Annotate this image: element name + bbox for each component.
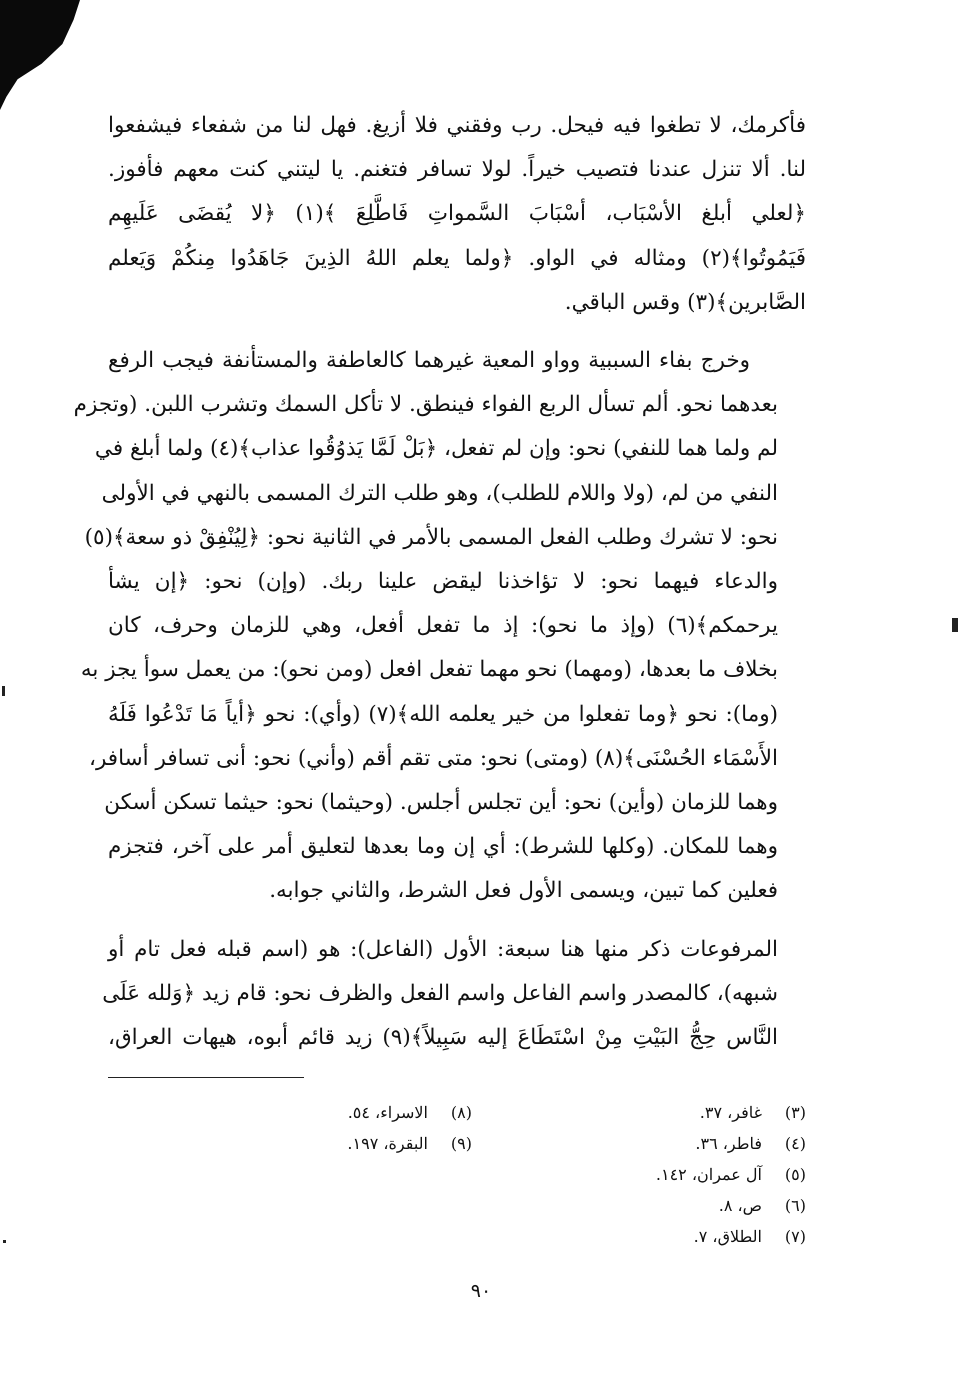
footnote — [272, 1128, 472, 1159]
footnotes-left-column — [272, 1097, 472, 1159]
text-line: وهما للمكان. (وكلها للشرط): أي إن وما بعدها لتعليق أمر على آخر، فتجزم — [108, 834, 778, 860]
text-line: نحو: لا تشرك وطلب الفعل المسمى بالأمر في الثانية نحو: ﴿لِيُنْفِقْ ذو سعة﴾(٥) — [84, 524, 778, 550]
footnote — [566, 1221, 806, 1252]
footnote-text: آل عمران، ١٤٢. — [655, 1165, 762, 1184]
footnote-number: (٣) — [784, 1103, 806, 1122]
text-line: فأكرمك، لا تطغوا فيه فيحل. رب وفقني فلا أزيغ. فهل لنا من شفعاء فيشفعوا — [108, 113, 806, 138]
footnote — [566, 1128, 806, 1159]
page-body — [73, 104, 807, 1074]
text-line: (وما): نحو ﴿وما تفعلوا من خير يعلمه الله﴾(٧) (وأي): نحو ﴿أياً مَا تَدْعُوا فَلَهُ — [108, 701, 778, 727]
footnote-number: (٩) — [450, 1134, 472, 1153]
footnote — [566, 1159, 806, 1190]
text-line: بخلاف ما بعدها، (ومهما) نحو مهما تفعل افعل (ومن نحو): من يعمل سوأ يجز به — [80, 657, 778, 683]
scan-artifact-mark — [952, 618, 958, 632]
footnotes-right-column — [566, 1097, 806, 1252]
scan-artifact-mark — [3, 1240, 6, 1243]
scan-artifact-mark — [2, 686, 5, 696]
scan-artifact-blot — [0, 0, 80, 110]
text-line: شبهه)، كالمصدر واسم الفاعل واسم الفعل والظرف نحو: قام زيد ﴿وَلله عَلَى — [102, 980, 778, 1006]
text-line: والدعاء فيهما نحو: لا تؤاخذنا ليقض علينا ربك. (وإن) نحو: ﴿إن يشأ — [108, 569, 778, 595]
paragraph-1 — [108, 104, 806, 325]
text-line: الأَسْمَاء الحُسْنَى﴾(٨) (ومتى) نحو: متى تقم أقم (وأني) نحو: أنى تسافر أسافر، — [89, 745, 778, 771]
footnote-text: ص، ٨. — [718, 1196, 762, 1215]
text-line: بعدهما نحو. ألم تسأل الربع الفواء فينطق. لا تأكل السمك وتشرب اللبن. (وتجزم — [73, 392, 778, 418]
text-line: الصَّابرين﴾(٣) وقس الباقي. — [564, 289, 806, 315]
footnote-text: فاطر، ٣٦. — [695, 1134, 762, 1153]
text-line: لنا. ألا تنزل عندنا فتصيب خيراً. لولا تسافر فتغنم. يا ليتني كنت معهم فأفوز. — [108, 157, 807, 183]
text-line: وخرج بفاء السببية وواو المعية غيرهما كالعاطفة والمستأنفة فيجب الرفع — [108, 348, 750, 374]
footnote-number: (٤) — [784, 1134, 806, 1153]
text-line: النَّاس حِجُّ البَيْتِ مِنْ اسْتَطَاعَ إليه سَبِيلاً﴾(٩) زيد قائم أبوه، هيهات العراق، — [108, 1025, 779, 1051]
text-line: فعلين كما تبين، ويسمى الأول فعل الشرط، والثاني جوابه. — [269, 878, 778, 904]
footnote-number: (٧) — [784, 1227, 806, 1246]
text-line: لم ولما هما للنفي) نحو: وإن لم تفعل، ﴿بَلْ لَمَّا يَذوُقُوا عذاب﴾(٤) ولما أبلغ في — [94, 436, 778, 462]
footnote-text: الاسراء، ٥٤. — [347, 1103, 428, 1122]
footnote-number: (٨) — [450, 1103, 472, 1122]
text-line: وهما للزمان (وأين) نحو: أين تجلس أجلس. (وحيثما) نحو: حيثما تسكن أسكن — [104, 790, 778, 816]
text-line: فَيَمُوتُوا﴾(٢) ومثاله في الواو. ﴿ولما يعلم اللهُ الذِينَ جَاهَدُوا مِنكُمْ وَيَعلم — [108, 245, 806, 271]
footnote-separator — [108, 1077, 304, 1078]
page-number: ٩٠ — [470, 1280, 492, 1302]
footnote-number: (٦) — [784, 1196, 806, 1215]
footnote — [566, 1190, 806, 1221]
footnote — [272, 1097, 472, 1128]
footnote — [566, 1097, 806, 1128]
paragraph-2 — [73, 339, 806, 914]
footnote-number: (٥) — [784, 1165, 806, 1184]
text-line: النفي من لم، (ولا واللام للطلب)، وهو طلب الترك المسمى بالنهي في الأولى — [101, 480, 778, 506]
text-line: ﴿لعلي أبلغ الأسْبَاب، أسْبَابَ السَّمواتِ فَاطَّلِعَ ﴾(١) ﴿لا يُقضَى عَلَيهِم — [108, 201, 806, 227]
footnote-text: غافر، ٣٧. — [699, 1103, 762, 1122]
paragraph-3 — [102, 928, 806, 1061]
footnote-text: البقرة، ١٩٧. — [347, 1134, 428, 1153]
text-line: يرحمكم﴾(٦) (وإذ ما نحو): إذ ما تفعل أفعل، وهي للزمان وحرف، كان — [108, 613, 778, 639]
footnote-text: الطلاق، ٧. — [693, 1227, 762, 1246]
text-line: المرفوعات ذكر منها هنا سبعة: الأول (الفاعل): هو (اسم قبله فعل تام أو — [108, 936, 778, 962]
